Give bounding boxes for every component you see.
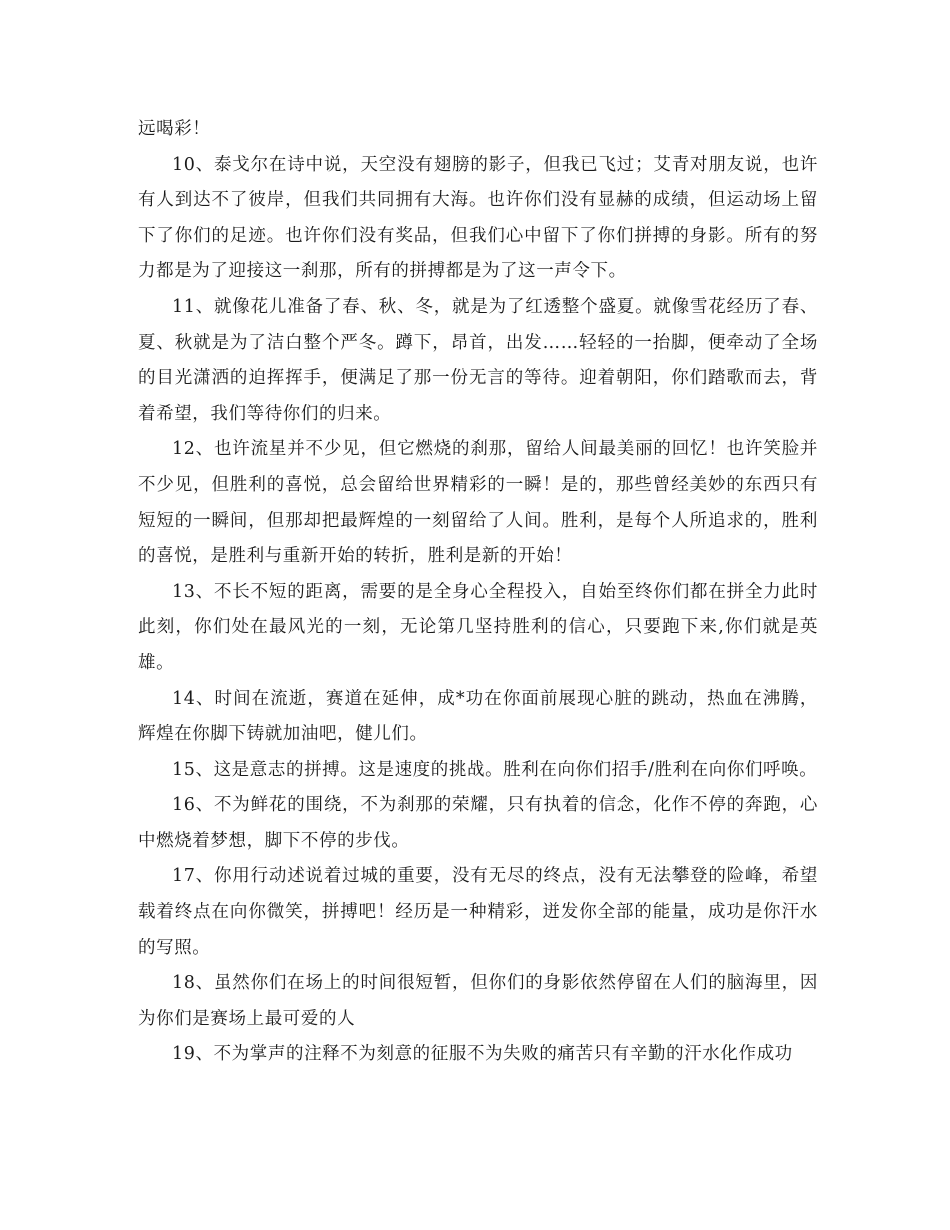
paragraph-15: 15、这是意志的拼搏。这是速度的挑战。胜利在向你们招手/胜利在向你们呼唤。 <box>172 759 818 780</box>
paragraph-10: 10、泰戈尔在诗中说，天空没有翅膀的影子，但我已飞过；艾青对朋友说，也许有人到达不了彼岸，但我们共同拥有大海。也许你们没有显赫的成绩，但运动场上留下了你们的足迹。也许你们没有奖品，但我们心中留下了你们拼搏的身影。所有的努力都是为了迎接这一刹那，所有的拼搏都是为了这一声令下。 <box>138 154 818 282</box>
paragraph-16: 16、不为鲜花的围绕，不为刹那的荣耀，只有执着的信念，化作不停的奔跑，心中燃烧着梦想，脚下不停的步伐。 <box>138 795 818 851</box>
document-body <box>138 112 818 1073</box>
paragraph-continuation: 远喝彩！ <box>138 119 211 139</box>
paragraph-19: 19、不为掌声的注释不为刻意的征服不为失败的痛苦只有辛勤的汗水化作成功 <box>172 1044 793 1065</box>
paragraph-18: 18、虽然你们在场上的时间很短暂，但你们的身影依然停留在人们的脑海里，因为你们是赛场上最可爱的人 <box>138 973 818 1029</box>
paragraph-17: 17、你用行动述说着过城的重要，没有无尽的终点，没有无法攀登的险峰，希望载着终点在向你微笑，拼搏吧！经历是一种精彩，迸发你全部的能量，成功是你汗水的写照。 <box>138 866 818 958</box>
paragraph-12: 12、也许流星并不少见，但它燃烧的刹那，留给人间最美丽的回忆！也许笑脸并不少见，但胜利的喜悦，总会留给世界精彩的一瞬！是的，那些曾经美妙的东西只有短短的一瞬间，但那却把最辉煌的一刻留给了人间。胜利，是每个人所追求的，胜利的喜悦，是胜利与重新开始的转折，胜利是新的开始！ <box>138 439 818 567</box>
paragraph-13: 13、不长不短的距离，需要的是全身心全程投入，自始至终你们都在拼全力此时此刻，你们处在最风光的一刻，无论第几坚持胜利的信心，只要跑下来,你们就是英雄。 <box>138 581 818 673</box>
paragraph-14: 14、时间在流逝，赛道在延伸，成*功在你面前展现心脏的跳动，热血在沸腾，辉煌在你脚下铸就加油吧，健儿们。 <box>138 688 818 745</box>
paragraph-11: 11、就像花儿准备了春、秋、冬，就是为了红透整个盛夏。就像雪花经历了春、夏、秋就是为了洁白整个严冬。蹲下，昂首，出发……轻轻的一抬脚，便牵动了全场的目光潇洒的迫挥挥手，便满足了那一份无言的等待。迎着朝阳，你们踏歌而去，背着希望，我们等待你们的归来。 <box>138 296 818 424</box>
